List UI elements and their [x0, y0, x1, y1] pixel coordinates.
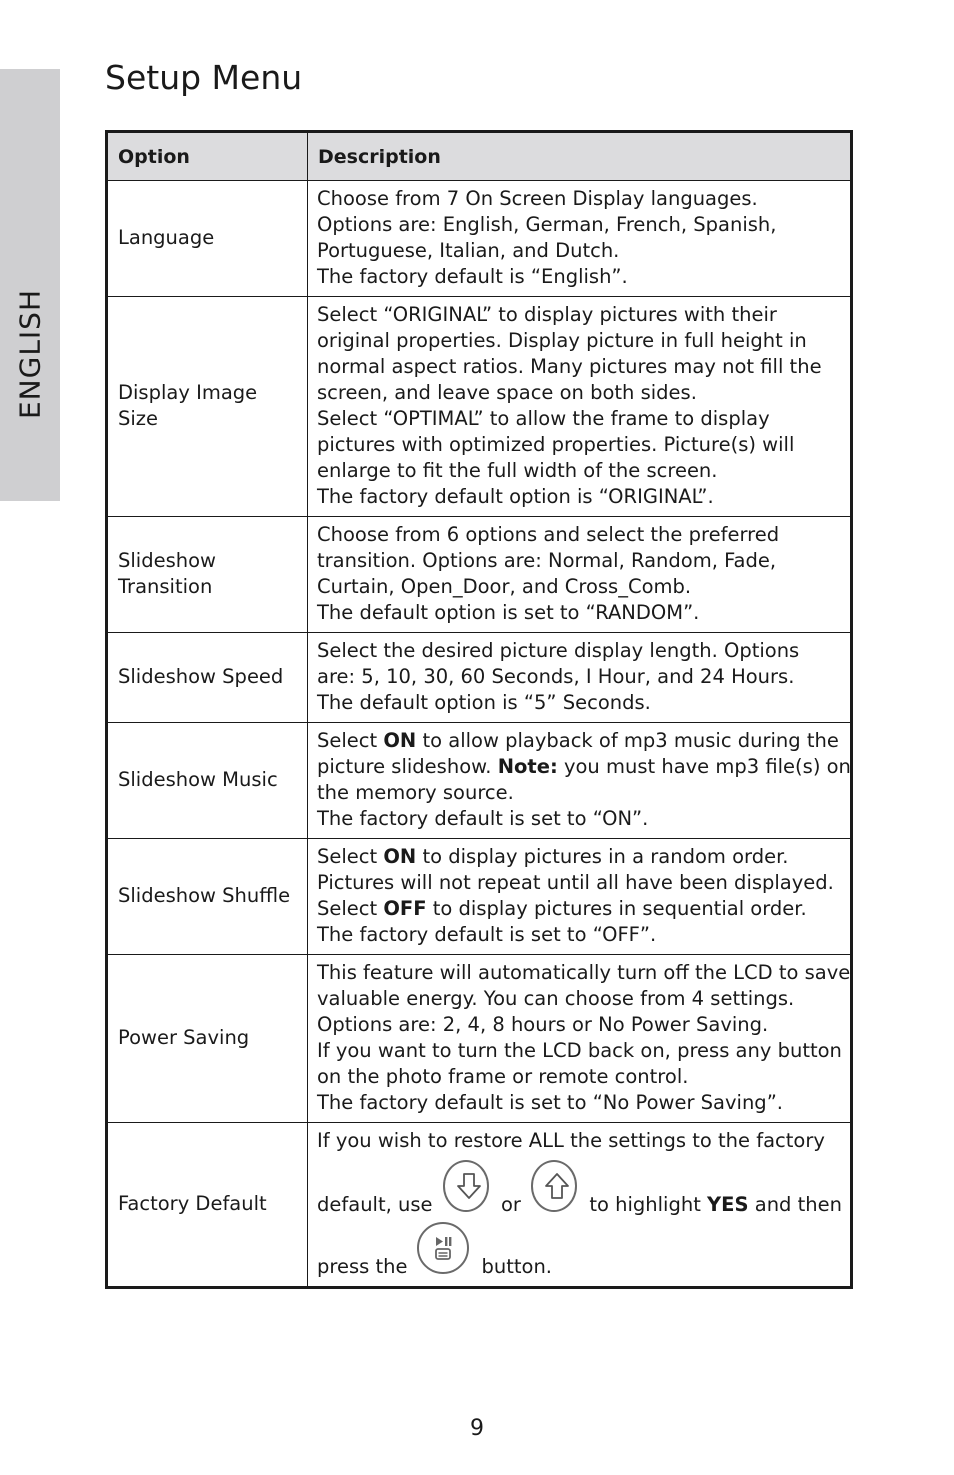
keyword-yes: YES: [707, 1193, 749, 1216]
description-line: [317, 896, 842, 922]
table-row: [107, 181, 852, 297]
option-factory-default: Factory Default: [107, 1123, 308, 1288]
description-language: [308, 181, 852, 297]
description-line: Options are: English, German, French, Spanish,: [317, 213, 777, 236]
keyword-note: Note:: [497, 755, 558, 778]
description-display-image-size: [308, 297, 852, 517]
description-line: Select “OPTIMAL” to allow the frame to display: [317, 407, 770, 430]
description-line: [317, 1222, 842, 1280]
description-slideshow-music: [308, 723, 852, 839]
description-line: This feature will automatically turn off the LCD to save: [317, 961, 851, 984]
description-line: Options are: 2, 4, 8 hours or No Power Saving.: [317, 1013, 769, 1036]
text-run: to allow playback of mp3 music during the: [416, 729, 839, 752]
option-power-saving: Power Saving: [107, 955, 308, 1123]
option-slideshow-shuffle: Slideshow Shuffle: [107, 839, 308, 955]
table-row: [107, 1123, 852, 1288]
description-line: [317, 728, 842, 754]
text-run: you must have mp3 file(s) on: [557, 755, 851, 778]
description-line: Choose from 6 options and select the preferred: [317, 523, 780, 546]
description-line: on the photo frame or remote control.: [317, 1065, 689, 1088]
text-run: or: [500, 1193, 521, 1216]
header-description: Description: [308, 132, 852, 181]
table-row: [107, 839, 852, 955]
description-line: are: 5, 10, 30, 60 Seconds, I Hour, and 24 Hours.: [317, 665, 795, 688]
description-slideshow-shuffle: [308, 839, 852, 955]
description-line: The factory default option is “ORIGINAL”.: [317, 485, 714, 508]
text-run: picture slideshow.: [317, 755, 498, 778]
text-run: Select: [317, 729, 384, 752]
description-line: transition. Options are: Normal, Random, Fade,: [317, 549, 777, 572]
description-factory-default: [308, 1123, 852, 1288]
description-line: original properties. Display picture in full height in: [317, 329, 807, 352]
description-line: [317, 844, 842, 870]
option-slideshow-speed: Slideshow Speed: [107, 633, 308, 723]
description-line: The factory default is set to “No Power Saving”.: [317, 1091, 783, 1114]
description-power-saving: [308, 955, 852, 1123]
table-row: [107, 955, 852, 1123]
description-line: Portuguese, Italian, and Dutch.: [317, 239, 620, 262]
text-run: [589, 1192, 842, 1218]
option-display-image-size: Display Image Size: [107, 297, 308, 517]
description-slideshow-transition: [308, 517, 852, 633]
page-title: Setup Menu: [105, 58, 303, 97]
description-line: The factory default is “English”.: [317, 265, 628, 288]
text-run: to display pictures in sequential order.: [426, 897, 807, 920]
option-slideshow-transition: Slideshow Transition: [107, 517, 308, 633]
description-line: The factory default is set to “ON”.: [317, 807, 649, 830]
down-arrow-icon: [443, 1160, 489, 1212]
text-run: default, use: [317, 1193, 433, 1216]
setup-menu-table: [105, 130, 853, 1289]
header-option: Option: [107, 132, 308, 181]
up-arrow-icon: [531, 1160, 577, 1212]
keyword-on: ON: [383, 729, 417, 752]
page-number: 9: [470, 1416, 484, 1441]
play-pause-icon: [417, 1222, 469, 1274]
table-header-row: [107, 132, 852, 181]
text-run: and then: [748, 1193, 842, 1216]
keyword-on: ON: [383, 845, 417, 868]
description-line: The default option is set to “RANDOM”.: [317, 601, 700, 624]
description-line: Select “ORIGINAL” to display pictures with their: [317, 303, 777, 326]
option-slideshow-music: Slideshow Music: [107, 723, 308, 839]
table-row: [107, 633, 852, 723]
description-slideshow-speed: [308, 633, 852, 723]
text-run: to display pictures in a random order.: [416, 845, 789, 868]
description-line: Pictures will not repeat until all have been displayed.: [317, 871, 834, 894]
table-row: [107, 297, 852, 517]
description-line: The default option is “5” Seconds.: [317, 691, 651, 714]
text-run: to highlight: [589, 1193, 708, 1216]
description-line: screen, and leave space on both sides.: [317, 381, 697, 404]
description-line: enlarge to fit the full width of the screen.: [317, 459, 718, 482]
description-line: Curtain, Open_Door, and Cross_Comb.: [317, 575, 692, 598]
text-run: Select: [317, 897, 384, 920]
description-line: Choose from 7 On Screen Display languages.: [317, 187, 758, 210]
keyword-off: OFF: [383, 897, 427, 920]
description-line: the memory source.: [317, 781, 514, 804]
option-language: Language: [107, 181, 308, 297]
text-run: press the: [317, 1255, 408, 1278]
description-line: [317, 754, 851, 780]
description-line: Select the desired picture display length. Options: [317, 639, 800, 662]
text-run: Select: [317, 845, 384, 868]
language-side-tab: [0, 69, 60, 501]
side-tab-label: ENGLISH: [13, 288, 47, 420]
table-row: [107, 723, 852, 839]
description-line: normal aspect ratios. Many pictures may not fill the: [317, 355, 822, 378]
description-line: The factory default is set to “OFF”.: [317, 923, 657, 946]
description-line: If you want to turn the LCD back on, press any button: [317, 1039, 842, 1062]
description-line: [317, 1160, 842, 1218]
description-line: If you wish to restore ALL the settings to the factory: [317, 1129, 825, 1152]
description-line: valuable energy. You can choose from 4 settings.: [317, 987, 795, 1010]
description-line: pictures with optimized properties. Picture(s) will: [317, 433, 795, 456]
text-run: button.: [481, 1255, 553, 1278]
table-row: [107, 517, 852, 633]
